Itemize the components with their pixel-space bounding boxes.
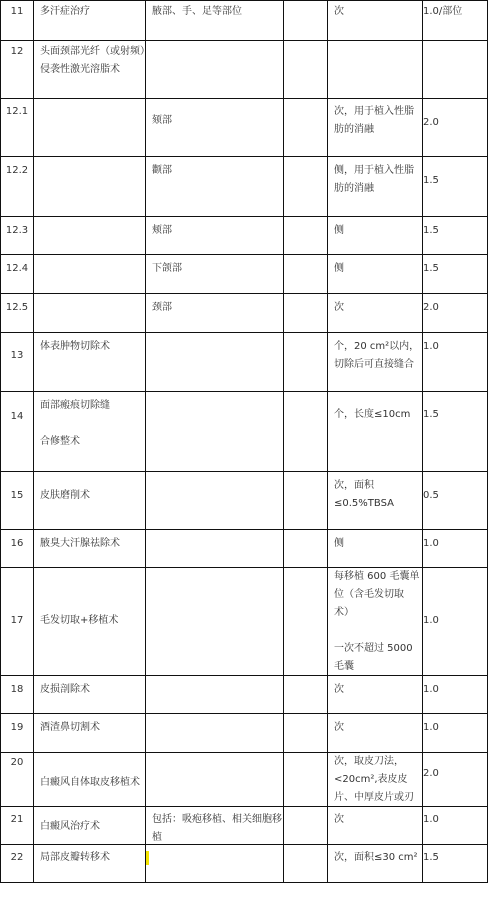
item-factor-cell — [423, 99, 488, 157]
item-content: 颧部 — [152, 165, 172, 176]
item-unit: 次 — [334, 814, 344, 825]
row-number-cell — [1, 294, 34, 333]
table-row — [1, 714, 488, 753]
item-unit-cell — [328, 294, 423, 333]
table-row — [1, 568, 488, 676]
item-unit: 侧，用于植入性脂肪的消融 — [334, 165, 414, 194]
item-unit-cell — [328, 676, 423, 714]
item-content-cell — [146, 568, 284, 676]
item-name-cell — [34, 1, 146, 41]
item-factor: 1.5 — [423, 225, 439, 236]
table-row — [1, 807, 488, 845]
item-content-cell — [146, 294, 284, 333]
row-number-cell — [1, 99, 34, 157]
item-name-cell — [34, 294, 146, 333]
item-factor: 2.0 — [423, 302, 439, 313]
item-factor-cell — [423, 530, 488, 568]
item-name: 体表肿物切除术 — [40, 341, 110, 352]
row-number-cell — [1, 807, 34, 845]
row-number: 22 — [10, 852, 24, 863]
item-content-cell — [146, 530, 284, 568]
item-remark-cell — [284, 676, 328, 714]
item-unit-cell — [328, 255, 423, 294]
row-number: 19 — [10, 722, 24, 733]
item-remark-cell — [284, 217, 328, 255]
item-remark-cell — [284, 99, 328, 157]
item-factor-cell — [423, 472, 488, 530]
row-number: 18 — [10, 684, 24, 695]
table-row — [1, 157, 488, 217]
item-content-cell — [146, 333, 284, 392]
item-unit-cell — [328, 1, 423, 41]
item-content: 颏部 — [152, 115, 172, 126]
item-remark-cell — [284, 255, 328, 294]
item-factor-cell — [423, 294, 488, 333]
row-number: 21 — [10, 814, 24, 825]
item-factor: 1.5 — [423, 852, 439, 863]
item-remark-cell — [284, 294, 328, 333]
item-unit: 次，面积 ≤0.5%TBSA — [334, 480, 394, 509]
item-name-cell — [34, 333, 146, 392]
row-number-cell — [1, 1, 34, 41]
item-unit: 个，20 cm²以内，切除后可直接缝合 — [334, 341, 420, 370]
item-name-cell — [34, 714, 146, 753]
row-number: 12 — [10, 46, 24, 57]
item-unit: 次，取皮刀法，<20cm²,表皮皮片、中厚皮片或刃 — [334, 756, 414, 803]
row-number-cell — [1, 753, 34, 807]
item-factor: 2.0 — [423, 768, 439, 779]
row-number-cell — [1, 217, 34, 255]
item-name: 皮肤磨削术 — [40, 490, 90, 501]
table-row — [1, 99, 488, 157]
item-name: 局部皮瓣转移术 — [40, 852, 110, 863]
highlight-marker — [146, 851, 149, 865]
item-name: 白癜风自体取皮移植术 — [40, 777, 140, 788]
item-name: 面部瘢痕切除缝 合修整术 — [40, 400, 110, 447]
item-factor-cell — [423, 41, 488, 99]
table-row — [1, 530, 488, 568]
item-factor-cell — [423, 392, 488, 472]
item-unit-cell — [328, 530, 423, 568]
item-remark-cell — [284, 1, 328, 41]
item-factor-cell — [423, 157, 488, 217]
item-unit-cell — [328, 845, 423, 883]
item-unit: 每移植 600 毛囊单位（含毛发切取术） 一次不超过 5000毛囊 — [334, 571, 420, 672]
item-name: 皮损剖除术 — [40, 684, 90, 695]
table-row — [1, 217, 488, 255]
row-number: 13 — [10, 350, 24, 361]
item-unit-cell — [328, 753, 423, 807]
item-name-cell — [34, 255, 146, 294]
row-number: 16 — [10, 538, 24, 549]
row-number-cell — [1, 845, 34, 883]
table-body — [1, 1, 488, 883]
item-unit-cell — [328, 472, 423, 530]
table-row — [1, 294, 488, 333]
row-number: 12.2 — [5, 165, 29, 176]
item-factor: 1.0 — [423, 615, 439, 626]
item-unit-cell — [328, 807, 423, 845]
item-content-cell — [146, 255, 284, 294]
item-factor: 1.0 — [423, 814, 439, 825]
item-name-cell — [34, 530, 146, 568]
item-factor-cell — [423, 568, 488, 676]
item-factor: 2.0 — [423, 117, 439, 128]
item-factor-cell — [423, 753, 488, 807]
item-name: 酒渣鼻切割术 — [40, 722, 100, 733]
row-number-cell — [1, 714, 34, 753]
item-unit: 侧 — [334, 225, 344, 236]
item-name: 多汗症治疗 — [40, 6, 90, 17]
item-name: 头面颈部光纤（或射频）侵袭性激光溶脂术 — [40, 46, 145, 75]
item-unit-cell — [328, 217, 423, 255]
item-name-cell — [34, 41, 146, 99]
row-number: 12.4 — [5, 263, 29, 274]
item-unit-cell — [328, 392, 423, 472]
item-remark-cell — [284, 472, 328, 530]
item-content-cell — [146, 472, 284, 530]
item-unit: 次 — [334, 684, 344, 695]
item-content-cell — [146, 392, 284, 472]
item-unit-cell — [328, 41, 423, 99]
item-remark-cell — [284, 568, 328, 676]
row-number: 17 — [10, 615, 24, 626]
row-number-cell — [1, 157, 34, 217]
table-row — [1, 472, 488, 530]
row-number: 20 — [10, 757, 24, 768]
item-name: 腋臭大汗腺祛除术 — [40, 538, 120, 549]
item-content-cell — [146, 217, 284, 255]
item-content: 颈部 — [152, 302, 172, 313]
item-unit: 次，面积≤30 cm² — [334, 852, 418, 863]
row-number-cell — [1, 472, 34, 530]
item-unit-cell — [328, 99, 423, 157]
item-unit: 次 — [334, 302, 344, 313]
item-unit-cell — [328, 568, 423, 676]
item-factor: 1.5 — [423, 409, 439, 420]
item-factor: 1.0 — [423, 538, 439, 549]
item-unit: 次 — [334, 6, 344, 17]
item-content-cell — [146, 99, 284, 157]
item-factor: 1.0 — [423, 341, 439, 352]
table-row — [1, 41, 488, 99]
item-name-cell — [34, 472, 146, 530]
item-factor-cell — [423, 1, 488, 41]
item-factor: 1.0 — [423, 722, 439, 733]
item-factor: 1.0/部位 — [423, 6, 463, 17]
item-content-cell — [146, 845, 284, 883]
row-number-cell — [1, 676, 34, 714]
row-number: 12.5 — [5, 302, 29, 313]
item-content-cell — [146, 157, 284, 217]
table-row — [1, 753, 488, 807]
item-name-cell — [34, 845, 146, 883]
item-content: 包括：吸疱移植、相关细胞移植 — [152, 814, 282, 843]
item-content: 颊部 — [152, 225, 172, 236]
table-row — [1, 333, 488, 392]
item-factor: 1.5 — [423, 175, 439, 186]
item-remark-cell — [284, 333, 328, 392]
item-remark-cell — [284, 392, 328, 472]
item-content-cell — [146, 41, 284, 99]
item-remark-cell — [284, 41, 328, 99]
item-remark-cell — [284, 714, 328, 753]
item-unit: 个，长度≤10cm — [334, 409, 411, 420]
item-content-cell — [146, 676, 284, 714]
item-factor: 1.0 — [423, 684, 439, 695]
row-number-cell — [1, 41, 34, 99]
item-name-cell — [34, 392, 146, 472]
item-remark-cell — [284, 807, 328, 845]
item-name-cell — [34, 157, 146, 217]
item-factor-cell — [423, 714, 488, 753]
table-row — [1, 392, 488, 472]
item-name-cell — [34, 568, 146, 676]
item-content: 下颌部 — [152, 263, 182, 274]
item-unit-cell — [328, 333, 423, 392]
row-number: 14 — [10, 411, 24, 422]
row-number: 11 — [10, 6, 24, 17]
item-name: 白癜风治疗术 — [40, 821, 100, 832]
item-name-cell — [34, 753, 146, 807]
item-factor-cell — [423, 845, 488, 883]
item-remark-cell — [284, 845, 328, 883]
item-content-cell — [146, 753, 284, 807]
item-name-cell — [34, 99, 146, 157]
item-content-cell — [146, 807, 284, 845]
item-content: 腋部、手、足等部位 — [152, 6, 242, 17]
item-factor-cell — [423, 255, 488, 294]
item-unit-cell — [328, 714, 423, 753]
row-number: 15 — [10, 490, 24, 501]
item-content-cell — [146, 1, 284, 41]
item-factor-cell — [423, 333, 488, 392]
item-unit: 次，用于植入性脂肪的消融 — [334, 106, 414, 135]
row-number-cell — [1, 530, 34, 568]
item-factor-cell — [423, 807, 488, 845]
item-name-cell — [34, 807, 146, 845]
item-unit-cell — [328, 157, 423, 217]
item-remark-cell — [284, 157, 328, 217]
item-factor-cell — [423, 676, 488, 714]
row-number-cell — [1, 568, 34, 676]
item-unit: 侧 — [334, 538, 344, 549]
row-number: 12.1 — [5, 106, 29, 117]
table-row — [1, 676, 488, 714]
item-content-cell — [146, 714, 284, 753]
item-unit: 次 — [334, 722, 344, 733]
item-name: 毛发切取+移植术 — [40, 615, 119, 626]
item-name-cell — [34, 676, 146, 714]
row-number-cell — [1, 333, 34, 392]
item-factor: 1.5 — [423, 263, 439, 274]
row-number-cell — [1, 255, 34, 294]
item-factor-cell — [423, 217, 488, 255]
item-remark-cell — [284, 753, 328, 807]
item-unit: 侧 — [334, 263, 344, 274]
table-row — [1, 1, 488, 41]
item-remark-cell — [284, 530, 328, 568]
item-factor: 0.5 — [423, 490, 439, 501]
row-number: 12.3 — [5, 225, 29, 236]
item-name-cell — [34, 217, 146, 255]
table-row — [1, 255, 488, 294]
table-row — [1, 845, 488, 883]
row-number-cell — [1, 392, 34, 472]
